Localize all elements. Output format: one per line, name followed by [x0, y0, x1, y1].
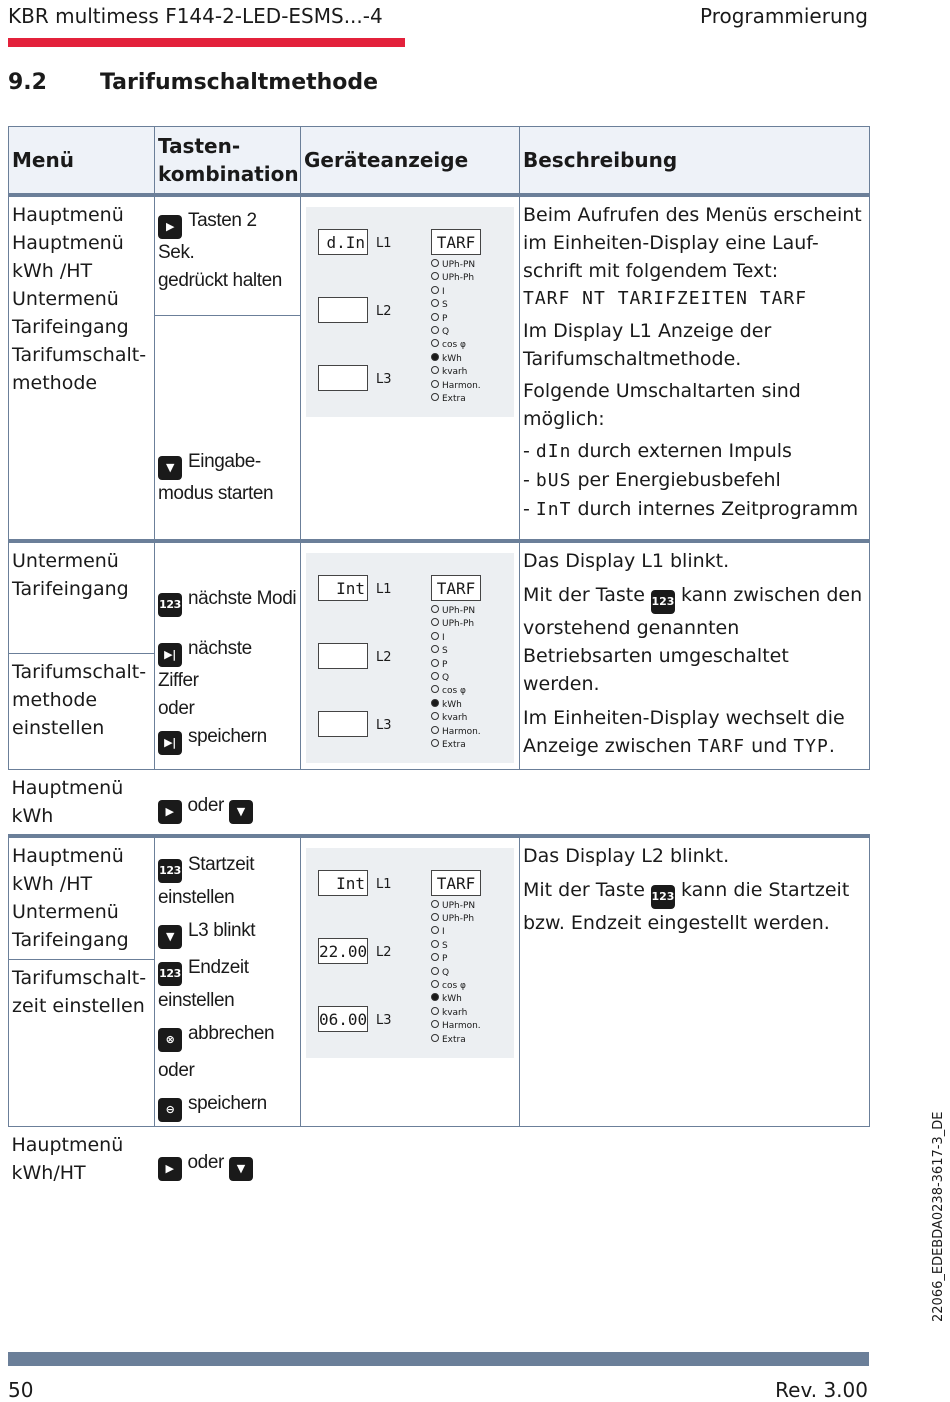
unit-list: UPh-PN UPh-Ph I S P Q cos φ kWh kvarh Harmon. Extra	[431, 900, 481, 1047]
display-l1: d.In	[318, 229, 368, 255]
footer-bar	[8, 1352, 869, 1366]
table-row	[9, 541, 870, 653]
menu-cell: Tarifumschalt- methode einstellen	[9, 653, 155, 769]
header-accent-bar	[8, 38, 405, 47]
display-cell	[301, 195, 520, 541]
label-l2: L2	[376, 304, 392, 319]
down-arrow-key-icon: ▼	[158, 925, 182, 949]
col-header-keys: Tasten- kombination	[155, 127, 301, 196]
number-key-icon: 123	[651, 590, 675, 614]
menu-cell: Hauptmenü kWh /HT Untermenü Tarifeingang	[9, 836, 155, 960]
key-text: Tasten 2 Sek. gedrückt halten	[158, 210, 282, 291]
number-key-icon: 123	[158, 593, 182, 617]
device-display: Int L1 L2 L3 TARF UPh-PN UPh-Ph I S P Q cos φ kWh kvarh Harmon. Extra	[306, 553, 514, 763]
display-l3	[318, 711, 368, 737]
skip-next-key-icon: ▶|	[158, 643, 182, 667]
display-l2	[318, 643, 368, 669]
table-row	[9, 195, 870, 315]
key-cell: ▶ oder ▼	[155, 1126, 301, 1191]
section-title: Tarifumschaltmethode	[100, 70, 379, 95]
right-arrow-key-icon: ▶	[158, 1157, 182, 1181]
page-number: 50	[8, 1378, 34, 1402]
unit-list: UPh-PN UPh-Ph I S P Q cos φ kWh kvarh Harmon. Extra	[431, 259, 481, 406]
table-row	[9, 769, 870, 836]
description-cell: Beim Aufrufen des Menüs erscheint im Einheiten-Display eine Lauf-schrift mit folgendem Text: TARF NT TARIFZEITEN TARF Im Display L1 Anzeige der Tarifumschaltmethode. Folgende Umschaltarten sind möglich: - dIn durch externen Impuls - bUS per Energiebusbefehl - InT durch internes Zeitprogramm	[520, 195, 870, 541]
col-header-menu: Menü	[9, 127, 155, 196]
header-left: KBR multimess F144-2-LED-ESMS...-4	[8, 4, 383, 28]
right-arrow-key-icon: ▶	[158, 215, 182, 239]
label-l3: L3	[376, 372, 392, 387]
key-cell: ▶ oder ▼	[155, 769, 301, 836]
unit-display: TARF	[431, 870, 481, 896]
menu-cell: Hauptmenü kWh/HT	[11, 1133, 124, 1184]
device-display	[306, 207, 514, 417]
table-row	[9, 836, 870, 960]
menu-cell: Hauptmenü kWh	[11, 776, 124, 827]
display-cell	[301, 836, 520, 1127]
display-l2: 22.00	[318, 938, 368, 964]
display-l1: Int	[318, 575, 368, 601]
header-right: Programmierung	[700, 4, 868, 28]
number-key-icon: 123	[651, 885, 675, 909]
unit-display: TARF	[431, 229, 481, 255]
number-key-icon: 123	[158, 859, 182, 883]
device-display: Int L1 22.00 L2 06.00 L3 TARF UPh-PN UPh-Ph I S P Q cos φ kWh kvarh Harmon. Extra	[306, 848, 514, 1058]
document-code: 22066_EDEBDA0238-3617-3_DE	[931, 1111, 946, 1322]
cancel-key-icon: ⊗	[158, 1028, 182, 1052]
down-arrow-key-icon: ▼	[158, 456, 182, 480]
key-cell	[155, 195, 301, 315]
active-unit-indicator	[431, 353, 439, 361]
display-l1: Int	[318, 870, 368, 896]
description-cell: Das Display L2 blinkt. Mit der Taste 123 kann die Startzeit bzw. Endzeit eingestellt werden.	[520, 836, 870, 1127]
right-arrow-key-icon: ▶	[158, 800, 182, 824]
revision: Rev. 3.00	[775, 1378, 868, 1402]
key-cell: 123 Startzeit einstellen ▼ L3 blinkt 123 Endzeit einstellen ⊗ abbrechen oder ⊖ speichern	[155, 836, 301, 1127]
table-header-row	[9, 127, 870, 196]
save-key-icon: ▶|	[158, 731, 182, 755]
down-arrow-key-icon: ▼	[229, 800, 253, 824]
unit-list: UPh-PN UPh-Ph I S P Q cos φ kWh kvarh Harmon. Extra	[431, 605, 481, 752]
key-text: Eingabe- modus starten	[158, 450, 274, 504]
save-key-icon: ⊖	[158, 1098, 182, 1122]
menu-cell: Tarifumschalt- zeit einstellen	[9, 960, 155, 1126]
programming-table	[8, 126, 870, 1191]
down-arrow-key-icon: ▼	[229, 1157, 253, 1181]
label-l1: L1	[376, 236, 392, 251]
unit-display: TARF	[431, 575, 481, 601]
col-header-description: Beschreibung	[520, 127, 870, 196]
number-key-icon: 123	[158, 962, 182, 986]
key-cell	[155, 315, 301, 541]
display-l3	[318, 365, 368, 391]
table-row	[9, 1126, 870, 1191]
key-cell: 123 nächste Modi ▶| nächste Ziffer oder ▶| speichern	[155, 541, 301, 769]
section-number: 9.2	[8, 70, 47, 95]
display-l2	[318, 297, 368, 323]
display-l3: 06.00	[318, 1006, 368, 1032]
scroll-text: TARF NT TARIFZEITEN TARF	[523, 288, 808, 309]
display-cell	[301, 541, 520, 769]
col-header-display: Geräteanzeige	[301, 127, 520, 196]
description-cell: Das Display L1 blinkt. Mit der Taste 123 kann zwischen den vorstehend genannten Betriebsarten umgeschaltet werden. Im Einheiten-Display wechselt die Anzeige zwischen TARF und TYP.	[520, 541, 870, 769]
menu-cell: Hauptmenü Hauptmenü kWh /HT Untermenü Tarifeingang Tarifumschalt- methode	[9, 195, 155, 541]
menu-cell: Untermenü Tarifeingang	[9, 541, 155, 653]
